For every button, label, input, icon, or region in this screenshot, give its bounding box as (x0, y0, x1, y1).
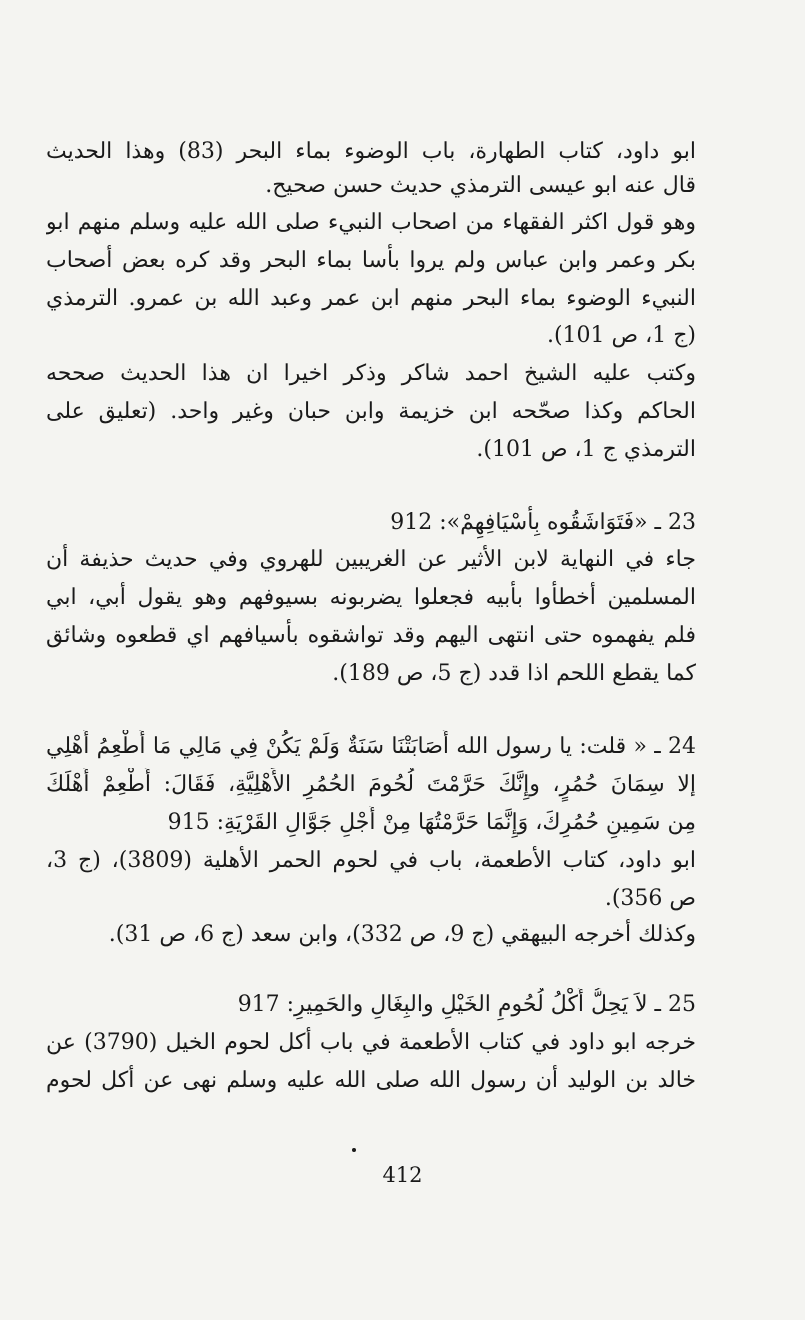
text-line: مِن سَمِينِ حُمُرِكَ، وَإِنَّمَا حَرَّمْتُهَا مِنْ أَجْلِ جَوَّالِ القَرْيَةِ: 915 (167, 810, 696, 835)
text-line: ص 356). (604, 886, 696, 911)
text-line: خالد بن الوليد أن رسول الله صلى الله عليه وسلم نهى عن أكل لحوم (46, 1068, 696, 1093)
text-line: خرجه ابو داود في كتاب الأطعمة في باب أكل لحوم الخيل (3790) عن (46, 1030, 696, 1055)
text-line: ابو داود، كتاب الأطعمة، باب في لحوم الحمر الأهلية (3809)، (ج 3، (46, 848, 696, 873)
text-line: (ج 1، ص 101). (546, 323, 696, 348)
text-line: قال عنه ابو عيسى الترمذي حديث حسن صحيح. (265, 173, 696, 198)
text-line: وهو قول اكثر الفقهاء من اصحاب النبيء صلى الله عليه وسلم منهم ابو (46, 210, 696, 235)
text-line: الحاكم وكذا صحّحه ابن خزيمة وابن حبان وغير واحد. (تعليق على (46, 399, 696, 424)
text-line: وكتب عليه الشيخ احمد شاكر وذكر اخيرا ان هذا الحديث صححه (46, 361, 696, 386)
text-line: المسلمين أخطأوا بأبيه فجعلوا يضربونه بسيوفهم وهو يقول أبي، ابي (46, 585, 696, 610)
entry-heading: 23 ـ «فَتَوَاشَقُوه بِأَسْيَافِهِمْ»: 912 (390, 510, 696, 535)
text-line: الترمذي ج 1، ص 101). (476, 437, 696, 462)
text-line: بكر وعمر وابن عباس ولم يروا بأسا بماء البحر وقد كره بعض أصحاب (46, 248, 696, 273)
text-line: فلم يفهموه حتى انتهى اليهم وقد تواشقوه بأسيافهم اي قطعوه وشائق (46, 623, 696, 648)
text-line: ابو داود، كتاب الطهارة، باب الوضوء بماء البحر (83) وهذا الحديث (46, 139, 696, 164)
entry-heading: 25 ـ لاَ يَحِلُّ أَكْلُ لُحُومِ الخَيْلِ والبِغَالِ والحَمِيرِ: 917 (237, 992, 696, 1017)
footer-dot (352, 1148, 356, 1152)
text-line: كما يقطع اللحم اذا قدد (ج 5، ص 189). (332, 661, 696, 686)
entry-heading: 24 ـ « قلت: يا رسول الله أَصَابَتْنَا سَنَةٌ وَلَمْ يَكُنْ فِي مَالِي مَا أُطْعِمُ أَهْلِي (46, 734, 696, 759)
text-line: النبيء الوضوء بماء البحر منهم ابن عمر وعبد الله بن عمرو. الترمذي (46, 286, 696, 311)
text-line: وكذلك أخرجه البيهقي (ج 9، ص 332)، وابن سعد (ج 6، ص 31). (108, 922, 696, 947)
text-line: إلا سِمَانَ حُمُرٍ، وإِنَّكَ حَرَّمْتَ لُحُومَ الحُمُرِ الأَهْلِيَّةِ، فَقَالَ: أَطْعِمْ أَهْلَكَ (46, 772, 696, 797)
page-number: 412 (382, 1163, 423, 1187)
text-line: جاء في النهاية لابن الأثير عن الغريبين للهروي وفي حديث حذيفة أن (46, 547, 696, 572)
